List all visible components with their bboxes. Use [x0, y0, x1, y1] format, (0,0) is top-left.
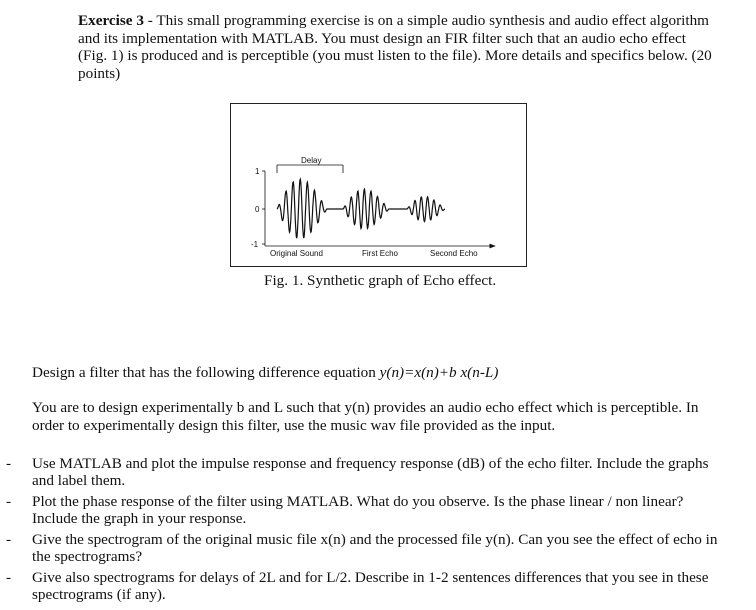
- x-label-second-echo: Second Echo: [430, 249, 478, 258]
- exercise-heading: Exercise 3: [78, 12, 144, 29]
- design-statement: [32, 364, 722, 382]
- list-item-text: Give also spectrograms for delays of 2L and for L/2. Describe in 1-2 sentences differences that you see in these spectrograms (if any).: [32, 569, 709, 604]
- difference-equation: y(n)=x(n)+b x(n-L): [379, 364, 499, 381]
- echo-waveform: [277, 179, 445, 238]
- exercise-intro: [78, 12, 718, 82]
- list-item: [0, 455, 756, 489]
- task-list: [0, 455, 756, 607]
- y-tick-0: 0: [255, 205, 260, 214]
- figure-caption: Fig. 1. Synthetic graph of Echo effect.: [264, 272, 497, 289]
- bullet-dash: -: [6, 569, 12, 586]
- delay-label: Delay: [301, 156, 322, 165]
- design-lead: Design a filter that has the following difference equation: [32, 364, 380, 381]
- x-label-original: Original Sound: [270, 249, 323, 258]
- list-item-text: Plot the phase response of the filter using MATLAB. What do you observe. Is the phase linear / non linear? Include the graph in your response.: [32, 493, 684, 528]
- list-item-text: Use MATLAB and plot the impulse response and frequency response (dB) of the echo filter. Include the graphs and label them.: [32, 455, 709, 490]
- experiment-paragraph: You are to design experimentally b and L such that y(n) provides an audio echo effect which is perceptible. In order to experimentally design this filter, use the music wav file provided as the input.: [32, 399, 699, 434]
- echo-graph: [231, 104, 528, 268]
- list-item-text: Give the spectrogram of the original music file x(n) and the processed file y(n). Can you see the effect of echo in the spectrograms?: [32, 531, 718, 566]
- list-item: [0, 531, 756, 565]
- bullet-dash: -: [6, 531, 12, 548]
- echo-figure: [230, 103, 527, 267]
- list-item: [0, 493, 756, 527]
- exercise-intro-text: - This small programming exercise is on a simple audio synthesis and audio effect algorithm and its implementation with MATLAB. You must design an FIR filter such that an audio echo effect (Fig. 1) is produced and is perceptible (you must listen to the file). More details and specifics below. (20 points): [78, 12, 712, 82]
- x-label-first-echo: First Echo: [362, 249, 399, 258]
- bullet-dash: -: [6, 493, 12, 510]
- bullet-dash: -: [6, 455, 12, 472]
- y-tick-1: 1: [255, 167, 260, 176]
- list-item: [0, 569, 756, 603]
- y-tick-minus1: -1: [251, 240, 259, 249]
